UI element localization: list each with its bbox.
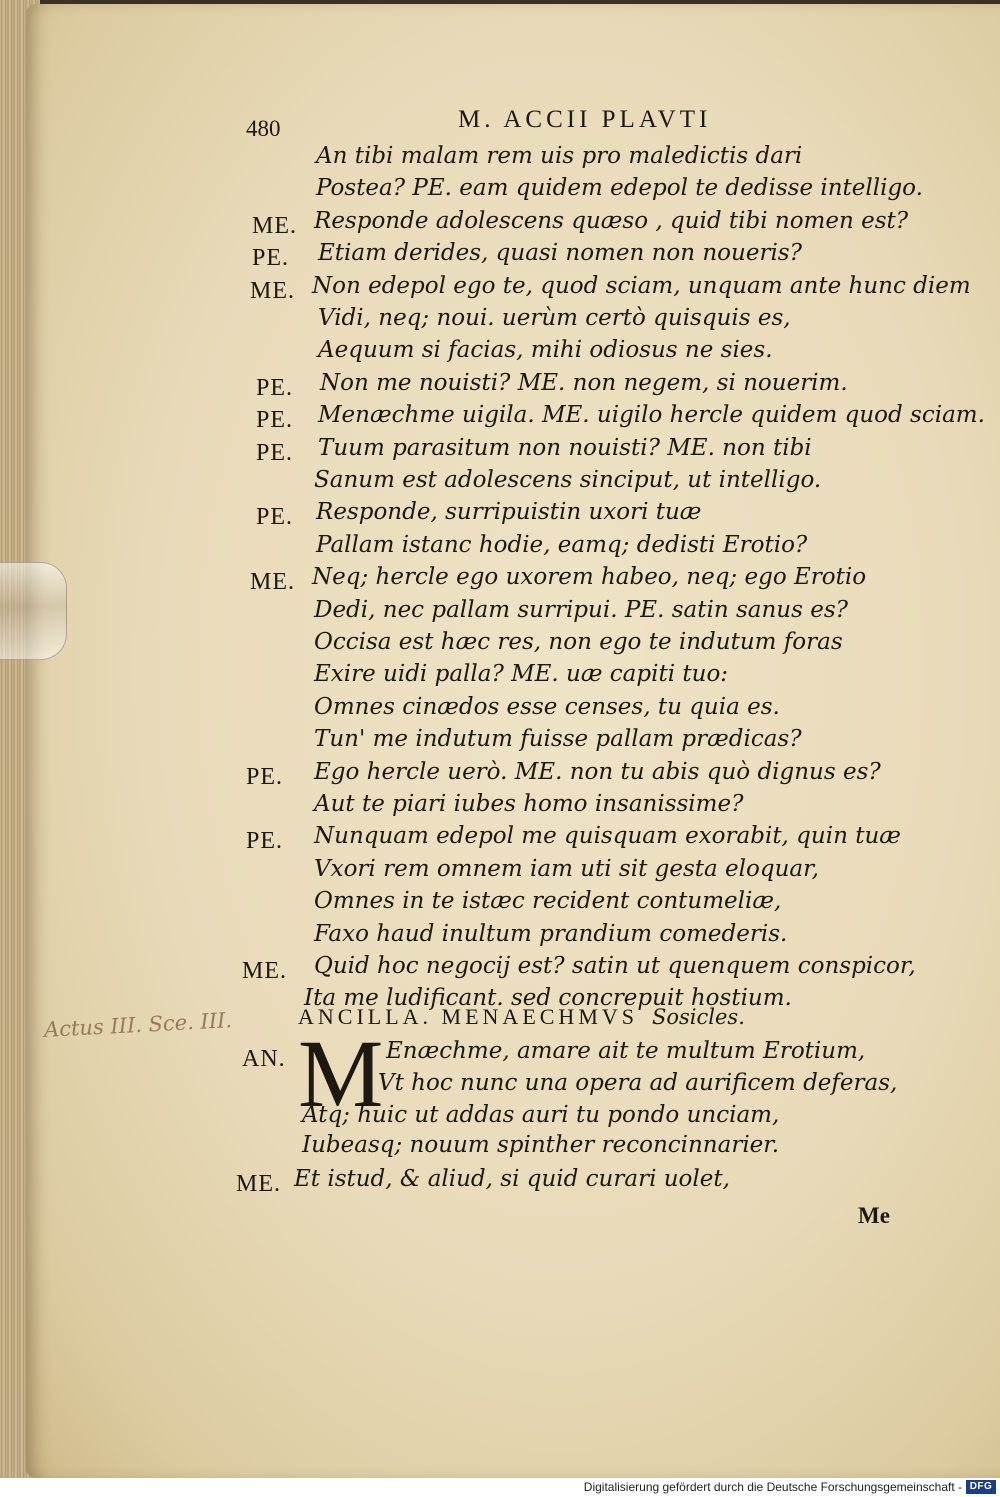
verse-line: Etiam derides, quasi nomen non noueris? (318, 240, 802, 266)
speaker-label: ME. (236, 1171, 281, 1197)
speaker-label: PE. (246, 828, 284, 854)
digitization-footer (0, 1478, 1000, 1497)
verse-line: Sanum est adolescens sinciput, ut intelligo. (314, 467, 822, 493)
catchword: Me (858, 1203, 890, 1228)
page-number: 480 (246, 116, 281, 141)
running-head: M. ACCII PLAVTI (458, 106, 712, 133)
verse-line: Vxori rem omnem iam uti sit gesta eloquar, (314, 856, 819, 882)
verse-line: Vidi, neq; noui. uerùm certò quisquis es, (318, 305, 791, 331)
scene-character-extra: Sosicles. (652, 1005, 745, 1029)
speaker-label: PE. (256, 375, 294, 401)
verse-line: Exire uidi palla? ME. uæ capiti tuo: (314, 661, 729, 687)
verse-line: Neq; hercle ego uxorem habeo, neq; ego Erotio (312, 564, 867, 590)
verse-line: Omnes in te istæc recident contumeliæ, (314, 888, 782, 914)
verse-line: Ego hercle uerò. ME. non tu abis quò dignus es? (314, 759, 881, 785)
scene-characters: ANCILLA. MENAECHMVS (298, 1004, 638, 1029)
speaker-label: PE. (252, 245, 290, 271)
footer-credit: Digitalisierung gefördert durch die Deutsche Forschungsgemeinschaft - (583, 1480, 962, 1494)
verse-line: Menæchme uigila. ME. uigilo hercle quidem quod sciam. (318, 402, 985, 428)
verse-line: Aequum si facias, mihi odiosus ne sies. (318, 337, 773, 363)
verse-line: Nunquam edepol me quisquam exorabit, quin tuæ (314, 823, 901, 849)
verse-line: Quid hoc negocij est? satin ut quenquem conspicor, (314, 953, 916, 979)
verse-line: Aut te piari iubes homo insanissime? (314, 791, 744, 817)
verse-line: Pallam istanc hodie, eamq; dedisti Erotio? (316, 532, 808, 558)
verse-line: An tibi malam rem uis pro maledictis dari (316, 143, 803, 169)
verse-line: Postea? PE. eam quidem edepol te dedisse intelligo. (316, 175, 923, 201)
speaker-label: PE. (256, 440, 294, 466)
verse-line: Non edepol ego te, quod sciam, unquam ante hunc diem (312, 273, 971, 299)
dfg-logo-icon: DFG (966, 1480, 996, 1494)
speaker-label: ME. (250, 569, 295, 595)
speaker-label: ME. (252, 213, 297, 239)
verse-line: Et istud, & aliud, si quid curari uolet, (294, 1166, 730, 1192)
drop-cap: M (298, 1020, 384, 1127)
verse-line: Responde adolescens quæso , quid tibi nomen est? (314, 208, 909, 234)
verse-line: Faxo haud inultum prandium comederis. (314, 921, 788, 947)
speaker-label: PE. (246, 764, 284, 790)
scene-speaker: AN. (242, 1046, 286, 1072)
verse-line: Tun' me indutum fuisse pallam prædicas? (314, 726, 802, 752)
verse-line: Non me nouisti? ME. non negem, si nouerim. (320, 370, 848, 396)
speaker-label: ME. (242, 958, 287, 984)
speaker-label: PE. (256, 407, 294, 433)
speaker-label: PE. (256, 504, 294, 530)
verse-line: Ita me ludificant. sed concrepuit hostium. (304, 985, 792, 1011)
verse-line: Vt hoc nunc una opera ad aurificem deferas, (378, 1070, 898, 1096)
verse-line: Responde, surripuistin uxori tuæ (316, 499, 702, 525)
verse-line: Tuum parasitum non nouisti? ME. non tibi (318, 435, 812, 461)
verse-line: Enæchme, amare ait te multum Erotium, (386, 1038, 866, 1064)
verse-line: Omnes cinædos esse censes, tu quia es. (314, 694, 780, 720)
speaker-label: ME. (250, 278, 295, 304)
verse-line: Iubeasq; nouum spinther reconcinnarier. (302, 1132, 780, 1158)
verse-line: Atq; huic ut addas auri tu pondo unciam, (302, 1102, 780, 1128)
verse-line: Occisa est hæc res, non ego te indutum foras (314, 629, 843, 655)
verse-line: Dedi, nec pallam surripui. PE. satin sanus es? (314, 597, 848, 623)
handwritten-margin-note: Actus III. Sce. III. (43, 1008, 233, 1042)
page-clip (0, 562, 67, 660)
